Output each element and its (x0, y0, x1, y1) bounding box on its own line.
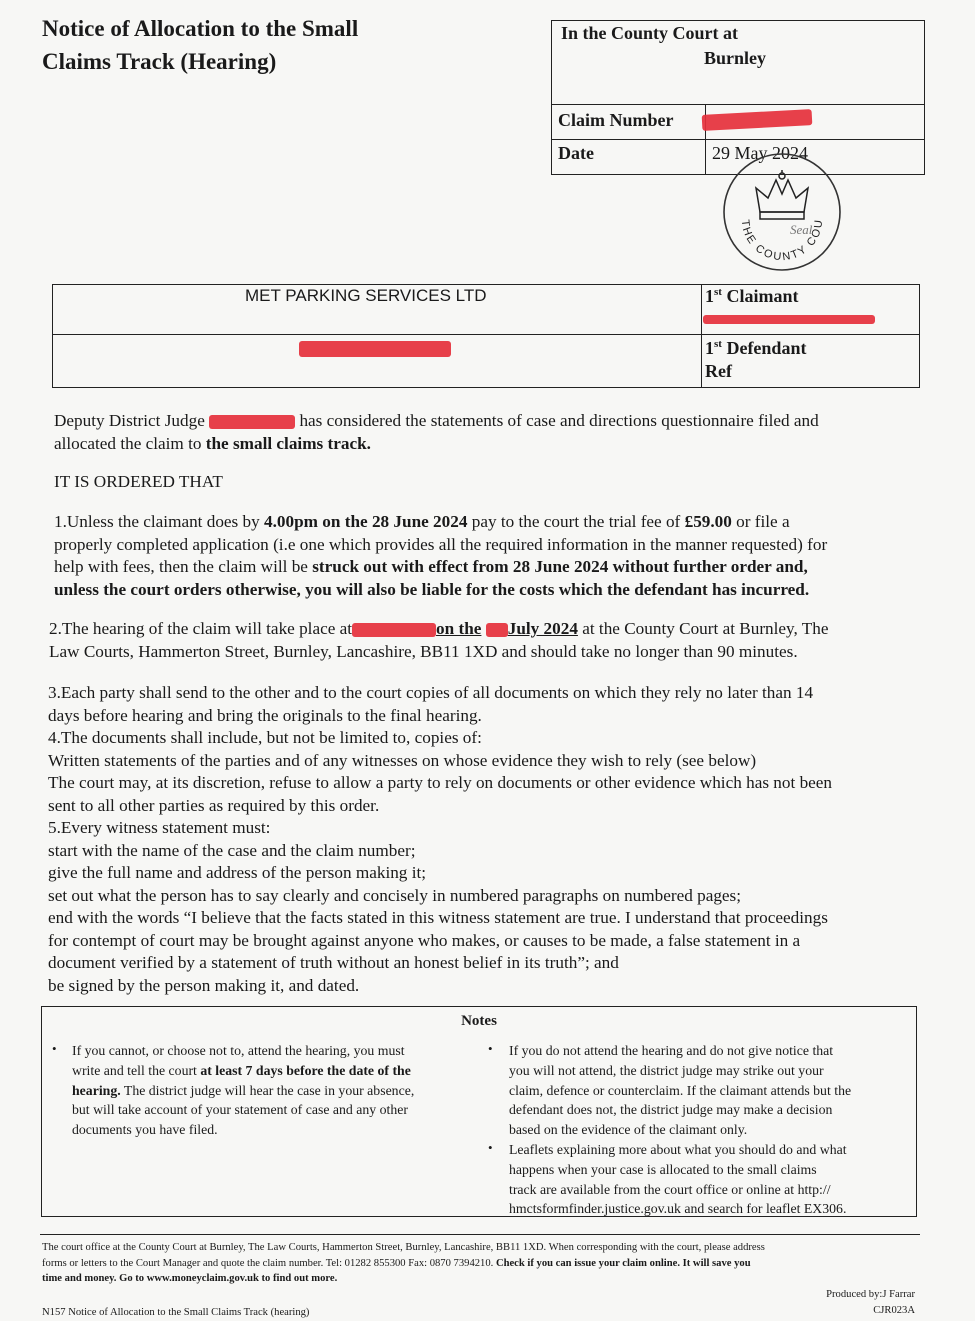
claimant-ref-redaction (703, 315, 875, 324)
bullet-icon: • (488, 1041, 493, 1056)
court-seal-stamp (720, 150, 844, 274)
claimant-name: MET PARKING SERVICES LTD (245, 286, 487, 305)
title-line-1: Notice of Allocation to the Small (42, 16, 359, 41)
notes-box (41, 1006, 917, 1217)
footer-form-name: N157 Notice of Allocation to the Small Claims Track (hearing) (42, 1307, 310, 1318)
order-paragraph-5: 5.Every witness statement must: start with the name of the case and the claim number; give the full name and address of the person making it; set out what the person has to say clearly and concisely in numbered paragraphs on numbered pages; end with the words “I believe that the facts stated in this witness statement are true. I understand that proceedings for contempt of court may be brought against anyone who makes, or causes to be made, a false statement in a document verified by a statement of truth without an honest belief in its truth”; and be signed by the person making it, and dated. (48, 818, 828, 995)
order-paragraph-2: 2.The hearing of the claim will take place at on the July 2024 at the County Court at Burnley, The Law Courts, Hammerton Street, Burnley, Lancashire, BB11 1XD and should take no longer than 90 minutes. (49, 619, 829, 661)
claimant-label: 1st Claimant (705, 286, 799, 306)
notes-right-text-1: If you do not attend the hearing and do not give notice that you will not attend, the district judge may strike out your claim, defence or counterclaim. If the claimant attends but the defendant does not, the district judge may make a decision based on the evidence of the claimant only. (509, 1043, 852, 1138)
hearing-day-redaction (486, 623, 508, 637)
footer-divider (40, 1234, 920, 1235)
notes-left-text: If you cannot, or choose not to, attend the hearing, you must write and tell the court at least 7 days before the date of the hearing. The district judge will hear the case in your absence, but will take account of your statement of case and any other documents you have filed. (72, 1043, 415, 1138)
bullet-icon: • (488, 1140, 493, 1155)
date-label: Date (558, 143, 594, 163)
crown-icon (756, 170, 808, 219)
bullet-icon: • (52, 1041, 57, 1056)
footer-producer: Produced by:J Farrar CJR023A (826, 1289, 915, 1316)
seal-word: Seal (790, 222, 813, 237)
notes-right-text-2: Leaflets explaining more about what you should do and what happens when your case is allocated to the small claims track are available from the court office or online at http:// hmctsformfinder.justice.gov.uk and search for leaflet EX306. (509, 1142, 847, 1217)
judge-name-redaction (209, 415, 295, 429)
court-name-line-2: Burnley (704, 48, 767, 68)
seal-ring-text: THE COUNTY COU (738, 217, 826, 264)
order-paragraph-1: 1.Unless the claimant does by 4.00pm on the 28 June 2024 pay to the court the trial fee of £59.00 or file a properly completed application (i.e one which provides all the required information in the manner requested) for help with fees, then the claim will be struck out with effect from 28 June 2024 without further order and, unless the court orders otherwise, you will also be liable for the costs which the defendant has incurred. (54, 512, 828, 599)
order-paragraph-3-4: 3.Each party shall send to the other and to the court copies of all documents on which they rely no later than 14 days before hearing and bring the originals to the final hearing. 4.The documents shall include, but not be limited to, copies of: Written statements of the parties and of any witnesses on whose evidence they wish to rely (see below) The court may, at its discretion, refuse to allow a party to rely on documents or other evidence which has not been sent to all other parties as required by this order. (48, 683, 833, 815)
page-title (42, 12, 358, 78)
parties-table (52, 284, 920, 388)
court-name-line-1: In the County Court at (561, 23, 739, 43)
claim-number-redaction (702, 109, 813, 131)
ref-label: Ref (705, 361, 732, 381)
claim-number-label: Claim Number (558, 110, 674, 130)
title-line-2: Claims Track (Hearing) (42, 49, 277, 74)
defendant-name-redaction (299, 341, 451, 357)
date-value: 29 May 2024 (712, 143, 808, 163)
hearing-time-redaction (352, 623, 436, 637)
claim-number-row (551, 104, 925, 140)
ordered-heading: IT IS ORDERED THAT (54, 472, 223, 491)
footer-court-info: The court office at the County Court at Burnley, The Law Courts, Hammerton Street, Burnley, Lancashire, BB11 1XD. When corresponding with the court, please address forms or letters to the Court Manager and quote the claim number. Tel: 01282 855300 Fax: 0870 7394210. Check if you can issue your claim online. It will save you time and money. Go to www.moneyclaim.gov.uk to find out more. (42, 1242, 765, 1284)
notes-title: Notes (461, 1013, 497, 1029)
intro-paragraph: Deputy District Judge has considered the statements of case and directions questionnaire filed and allocated the claim to the small claims track. (54, 411, 819, 453)
defendant-label: 1st Defendant (705, 338, 807, 358)
